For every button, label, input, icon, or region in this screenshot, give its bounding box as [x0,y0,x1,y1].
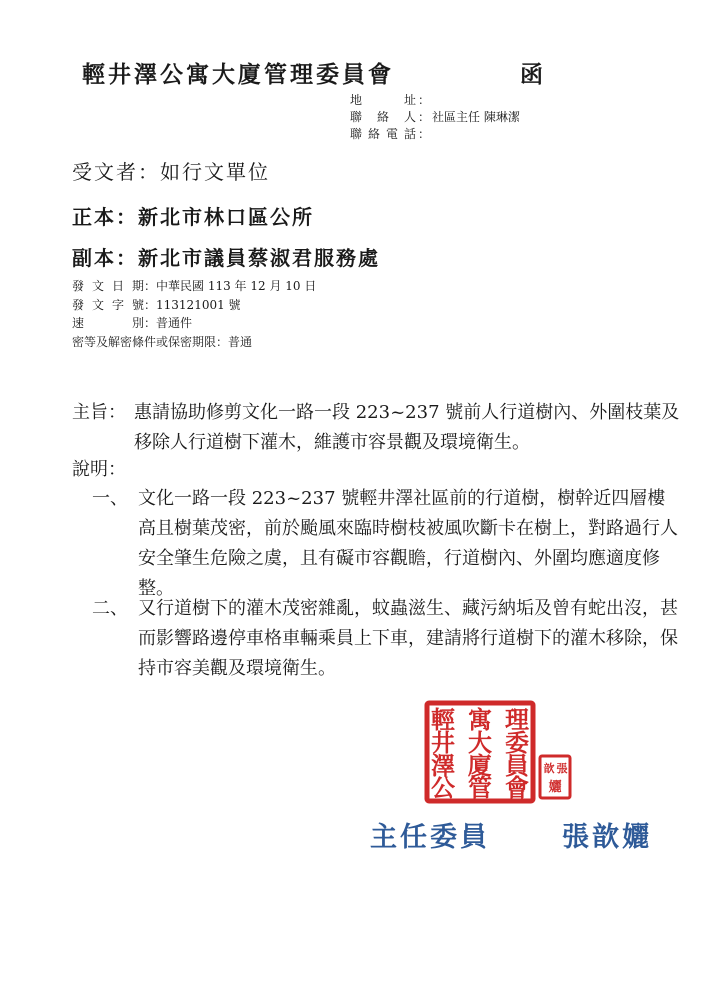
seal-char: 孋 [548,780,562,795]
explanation-item [92,484,692,604]
meta-label: 速別 [72,316,144,330]
seal-char: 澤 [431,751,455,780]
meta-label: 發文字號 [72,297,144,312]
seal-char: 理 [505,705,529,734]
subject-text: 惠請協助修剪文化一路一段 223~237 號前人行道樹內、外圍枝葉及移除人行道樹下灌木，維護市容景觀及環境衛生。 [134,402,680,453]
subject-label: 主旨： [72,402,126,423]
seal-char: 公 [431,773,455,802]
org-name: 輕井澤公寓大廈管理委員會 [82,61,394,88]
personal-seal [538,754,572,800]
contact-label: 地址 [350,93,416,107]
seal-char: 寓 [468,705,492,734]
document-meta [72,277,316,351]
meta-value: 113121001 號 [156,297,241,312]
item-text: 又行道樹下的灌木茂密雜亂，蚊蟲滋生、藏污納垢及曾有蛇出沒，甚而影響路邊停車格車輛乘員上下車，建請將行道樹下的灌木移除，保持市容美觀及環境衛生。 [138,598,678,679]
signer-title: 主任委員 [370,822,490,853]
organization-seal [424,700,536,804]
explanation-label: 說明： [72,459,126,480]
meta-value: 普通 [228,334,253,349]
meta-number: 發文字號 ： 113121001 號 [72,296,316,315]
contact-block [350,92,520,143]
item-number: 一、 [92,488,128,509]
meta-date: 發文日期 ： 中華民國 113 年 12 月 10 日 [72,277,316,296]
copy-line: 副本：新北市議員蔡淑君服務處 [72,246,380,270]
contact-address: 地址 ： [350,93,431,107]
seal-char: 管 [468,773,492,802]
seal-char: 廈 [468,751,492,780]
meta-value: 中華民國 113 年 12 月 10 日 [156,279,317,293]
seal-char: 張 [556,762,568,775]
contact-phone: 聯絡電話 ： [350,127,431,141]
seal-char: 歆 [543,762,555,775]
original-line: 正本：新北市林口區公所 [72,205,314,229]
contact-label: 聯絡電話 [350,127,416,141]
meta-classification: 密等及解密條件或保密期限 ： 普通 [72,333,316,352]
subject-section [72,398,692,458]
seal-char: 會 [505,773,529,802]
seal-char: 井 [431,728,455,757]
explanation-item [92,594,692,684]
seal-char: 輕 [431,705,455,734]
seal-char: 大 [468,728,492,757]
meta-label: 發文日期 [72,279,144,293]
signer-name: 張歆孋 [562,822,652,853]
meta-label: 密等及解密條件或保密期限 [72,334,217,349]
item-number: 二、 [92,598,128,619]
recipient-line: 受文者：如行文單位 [72,160,270,184]
meta-value: 普通件 [156,316,193,330]
seal-char: 委 [505,728,529,757]
contact-value: 社區主任 陳琳潔 [432,110,520,124]
contact-label: 聯絡人 [350,110,416,124]
meta-speed: 速別 ： 普通件 [72,314,316,333]
contact-person: 聯絡人 ： 社區主任 陳琳潔 [350,110,520,124]
item-text: 文化一路一段 223~237 號輕井澤社區前的行道樹，樹幹近四層樓高且樹葉茂密，前於颱風來臨時樹枝被風吹斷卡在樹上，對路過行人安全肇生危險之虞，且有礙市容觀瞻，行道樹內、外圍均應適度修整。 [138,488,678,599]
doc-type: 函 [520,61,543,88]
seal-char: 員 [505,751,529,780]
